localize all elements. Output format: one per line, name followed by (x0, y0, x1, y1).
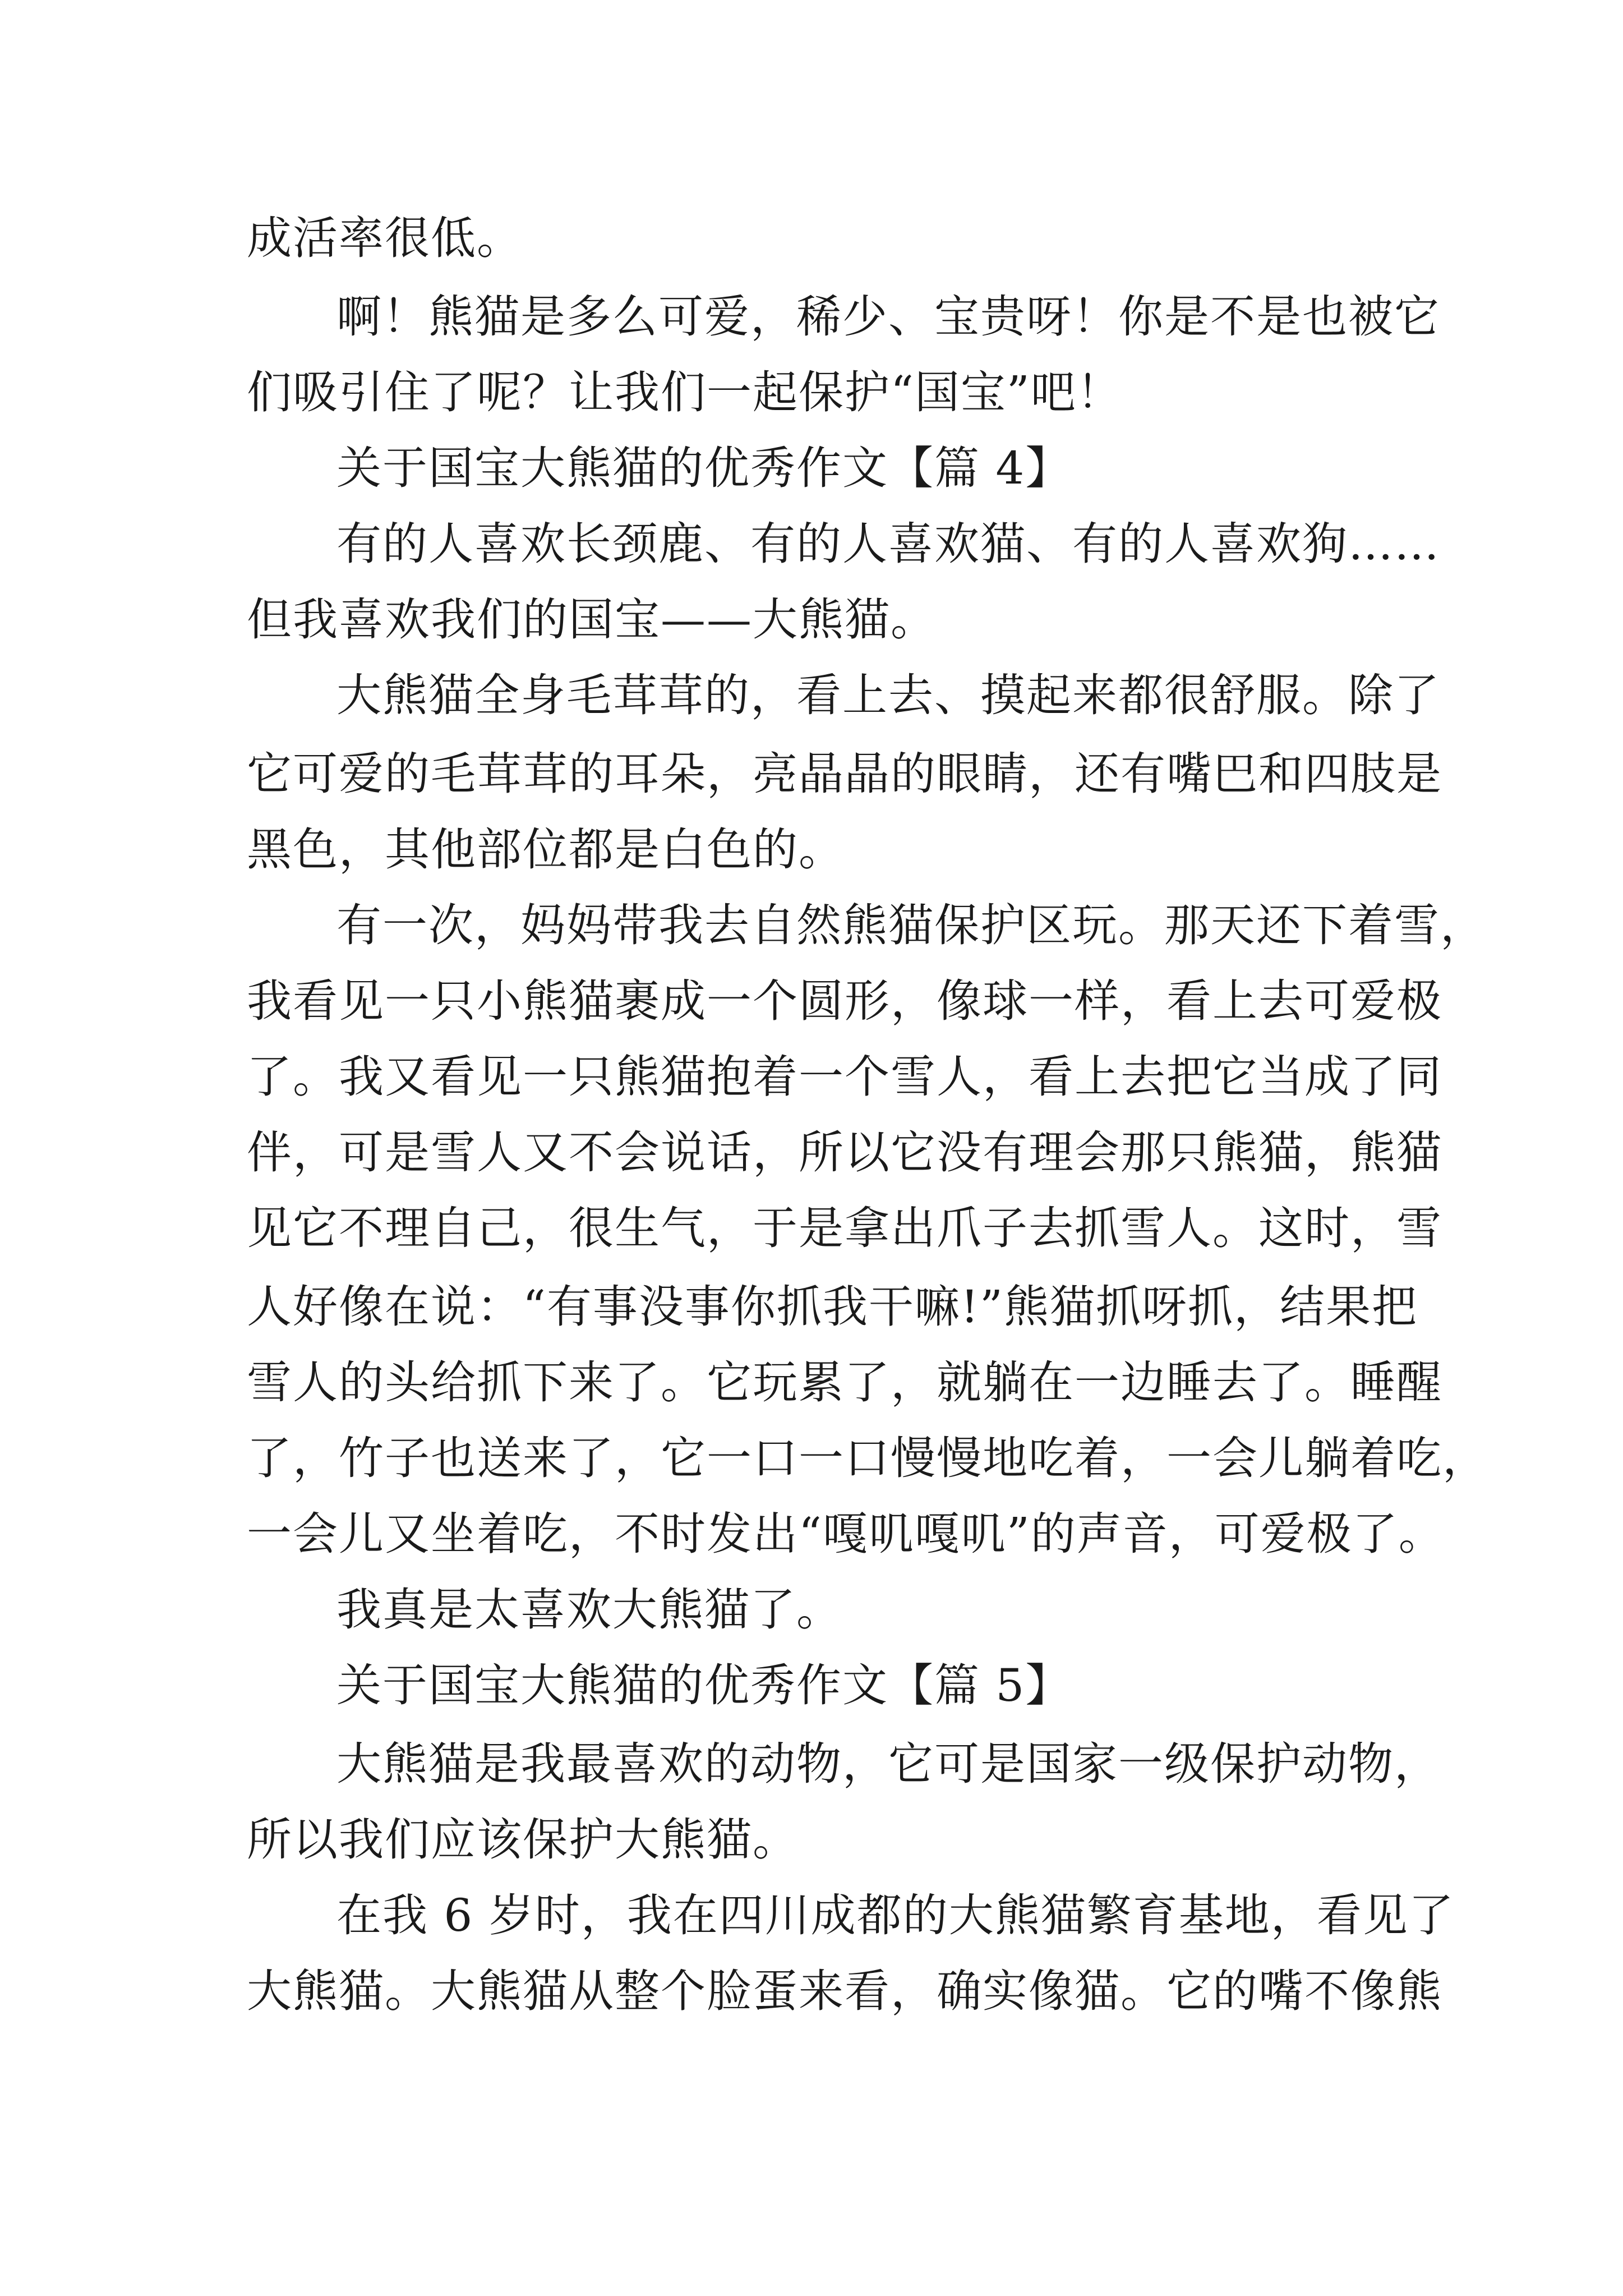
text-line: 黑色，其他部位都是白色的。 (247, 823, 845, 876)
text-line: 我真是太喜欢大熊猫了。 (336, 1584, 842, 1636)
text-line: 雪人的头给抓下来了。它玩累了，就躺在一边睡去了。睡醒 (247, 1356, 1442, 1409)
text-line: 它可爱的毛茸茸的耳朵，亮晶晶的眼睛，还有嘴巴和四肢是 (247, 748, 1442, 800)
text-line: 们吸引住了呢？让我们一起保护“国宝”吧！ (247, 366, 1123, 418)
text-line: 有一次，妈妈带我去自然熊猫保护区玩。那天还下着雪， (336, 899, 1486, 951)
text-line: 在我 6 岁时，我在四川成都的大熊猫繁育基地，看见了 (336, 1889, 1455, 1941)
text-line: 见它不理自己，很生气，于是拿出爪子去抓雪人。这时，雪 (247, 1202, 1442, 1254)
text-line: 有的人喜欢长颈鹿、有的人喜欢猫、有的人喜欢狗…… (336, 518, 1440, 570)
text-line: 但我喜欢我们的国宝——大熊猫。 (247, 593, 937, 646)
text-line: 成活率很低。 (247, 212, 523, 264)
text-line: 大熊猫是我最喜欢的动物，它可是国家一级保护动物， (336, 1738, 1440, 1790)
text-line: 大熊猫全身毛茸茸的，看上去、摸起来都很舒服。除了 (336, 669, 1440, 721)
text-line: 所以我们应该保护大熊猫。 (247, 1814, 799, 1866)
text-line: 人好像在说：“有事没事你抓我干嘛!”熊猫抓呀抓，结果把 (247, 1281, 1418, 1333)
text-line: 我看见一只小熊猫裹成一个圆形，像球一样，看上去可爱极 (247, 975, 1442, 1027)
text-line: 伴，可是雪人又不会说话，所以它没有理会那只熊猫，熊猫 (247, 1126, 1442, 1179)
text-line: 一会儿又坐着吃，不时发出“嘎叽嘎叽”的声音，可爱极了。 (247, 1508, 1445, 1560)
text-line: 啊！熊猫是多么可爱，稀少、宝贵呀！你是不是也被它 (336, 291, 1440, 343)
text-line: 了。我又看见一只熊猫抱着一个雪人，看上去把它当成了同 (247, 1051, 1442, 1103)
section-heading: 关于国宝大熊猫的优秀作文【篇 4】 (336, 442, 1072, 494)
text-line: 了，竹子也送来了，它一口一口慢慢地吃着，一会儿躺着吃， (247, 1432, 1488, 1484)
text-line: 大熊猫。大熊猫从整个脸蛋来看，确实像猫。它的嘴不像熊 (247, 1965, 1442, 2017)
section-heading: 关于国宝大熊猫的优秀作文【篇 5】 (336, 1659, 1072, 1711)
